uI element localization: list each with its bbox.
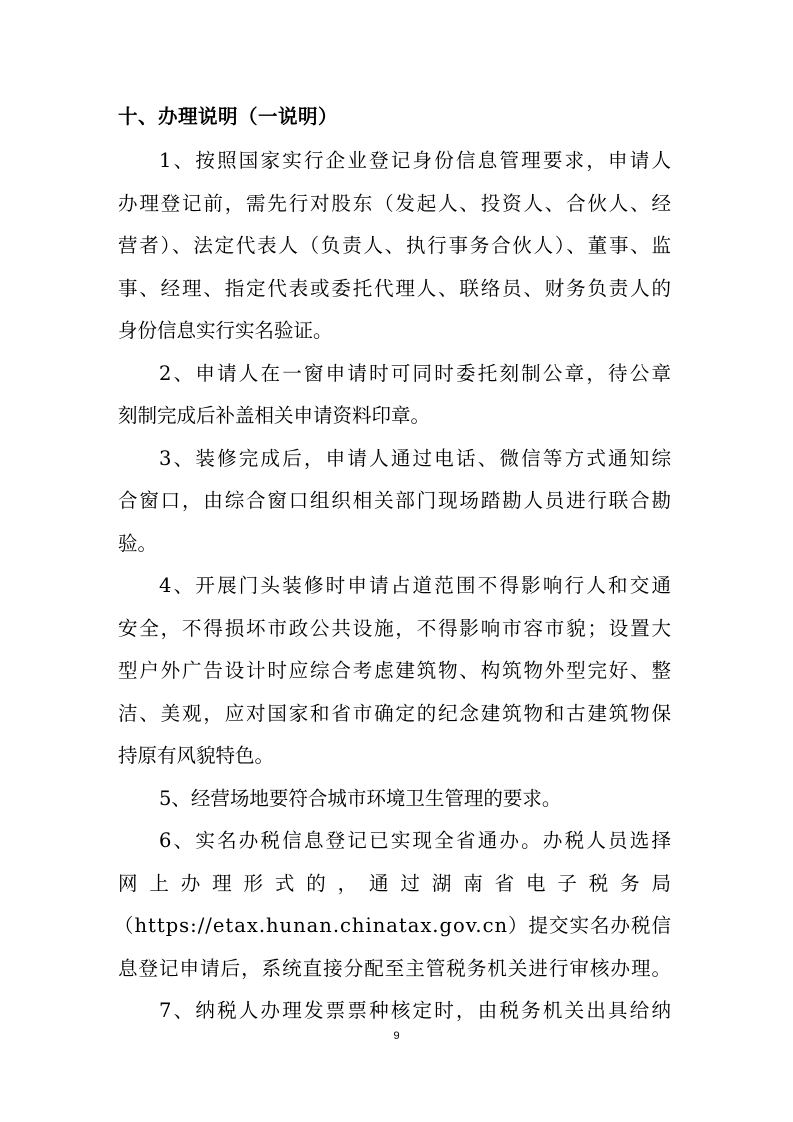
- paragraph-line: 7、纳税人办理发票票种核定时，由税务机关出具给纳: [159, 999, 674, 1022]
- paragraph-line: 洁、美观，应对国家和省市确定的纪念建筑物和古建筑物保: [118, 702, 673, 725]
- paragraph-line: 型户外广告设计时应综合考虑建筑物、构筑物外型完好、整: [118, 659, 673, 682]
- paragraph-line: 事、经理、指定代表或委托代理人、联络员、财务负责人的: [118, 277, 673, 300]
- paragraph-line: 持原有风貌特色。: [118, 744, 275, 767]
- paragraph-line: （https://etax.hunan.chinatax.gov.cn）提交实名办税信: [114, 914, 672, 937]
- paragraph-line: 息登记申请后，系统直接分配至主管税务机关进行审核办理。: [118, 957, 673, 980]
- page-number: 9: [393, 1030, 400, 1042]
- paragraph-line: 安全，不得损坏市政公共设施，不得影响市容市貌；设置大: [118, 617, 673, 640]
- paragraph-line: 身份信息实行实名验证。: [118, 319, 333, 342]
- section-heading: 十、办理说明（一说明）: [118, 105, 339, 128]
- paragraph-line: 刻制完成后补盖相关申请资料印章。: [118, 404, 431, 427]
- paragraph-line: 6、实名办税信息登记已实现全省通办。办税人员选择: [159, 829, 674, 852]
- paragraph-line: 验。: [118, 532, 158, 555]
- paragraph-line: 合窗口，由综合窗口组织相关部门现场踏勘人员进行联合勘: [118, 489, 673, 512]
- paragraph-line: 4、开展门头装修时申请占道范围不得影响行人和交通: [159, 574, 674, 597]
- paragraph-line: 1、按照国家实行企业登记身份信息管理要求，申请人: [159, 149, 674, 172]
- paragraph-line: 营者）、法定代表人（负责人、执行事务合伙人）、董事、监: [118, 234, 673, 257]
- paragraph-line: 5、经营场地要符合城市环境卫生管理的要求。: [159, 787, 562, 810]
- paragraph-line: 网上办理形式的，通过湖南省电子税务局: [118, 872, 683, 895]
- paragraph-line: 2、申请人在一窗申请时可同时委托刻制公章，待公章: [159, 362, 674, 385]
- paragraph-line: 办理登记前，需先行对股东（发起人、投资人、合伙人、经: [118, 192, 673, 215]
- paragraph-line: 3、装修完成后，申请人通过电话、微信等方式通知综: [159, 447, 674, 470]
